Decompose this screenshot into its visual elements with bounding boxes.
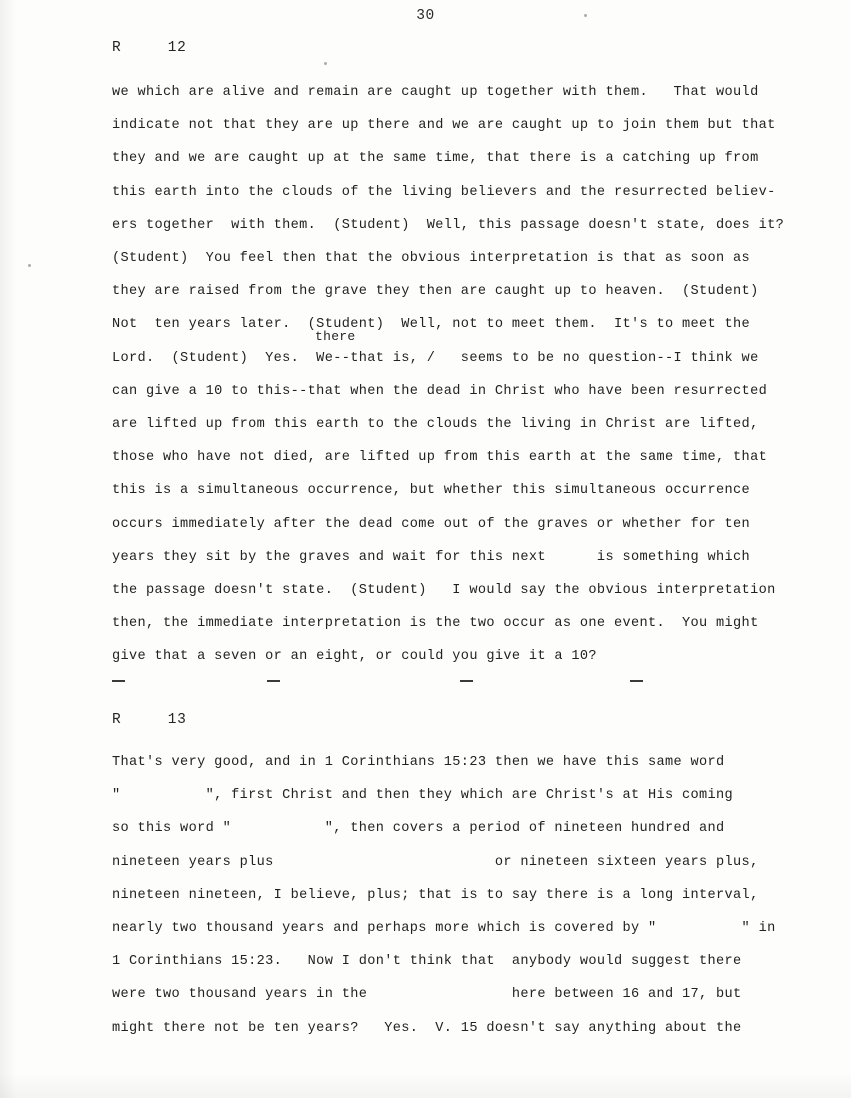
page-edge-shadow bbox=[0, 0, 16, 1098]
transcript-line: indicate not that they are up there and we are caught up to join them but that bbox=[112, 118, 776, 134]
transcript-line: we which are alive and remain are caught up together with them. That would bbox=[112, 85, 759, 100]
dust-speck bbox=[28, 264, 31, 267]
transcript-line: nineteen nineteen, I believe, plus; that is to say there is a long interval, bbox=[112, 887, 759, 903]
transcript-line: nineteen years plus or nineteen sixteen years plus, bbox=[112, 854, 759, 870]
transcript-line: so this word " ", then covers a period of nineteen hundred and bbox=[112, 821, 725, 837]
transcript-line: the passage doesn't state. (Student) I would say the obvious interpretation bbox=[112, 583, 776, 599]
page-bottom-shadow bbox=[0, 1072, 851, 1098]
transcript-line: can give a 10 to this--that when the dead in Christ who have been resurrected bbox=[112, 383, 768, 399]
transcript-line: those who have not died, are lifted up from this earth at the same time, that bbox=[112, 450, 768, 466]
transcript-line: were two thousand years in the here between 16 and 17, but bbox=[112, 987, 742, 1003]
transcript-line: this earth into the clouds of the living believers and the resurrected believ- bbox=[112, 184, 776, 200]
page-number: 30 bbox=[416, 8, 435, 24]
separator-dash bbox=[112, 680, 125, 682]
transcript-line: " ", first Christ and then they which are Christ's at His coming bbox=[112, 788, 734, 804]
transcript-line: Not ten years later. (Student) Well, not to meet them. It's to meet the bbox=[112, 317, 751, 333]
transcript-line: years they sit by the graves and wait for this next is something which bbox=[112, 549, 751, 565]
reel-marker-r13: R 13 bbox=[112, 712, 187, 728]
section-separator bbox=[112, 672, 780, 692]
dust-speck bbox=[584, 14, 587, 17]
transcript-line: ers together with them. (Student) Well, this passage doesn't state, does it? bbox=[112, 217, 785, 233]
reel-marker-r12: R 12 bbox=[112, 40, 187, 56]
transcript-line: That's very good, and in 1 Corinthians 15:23 then we have this same word bbox=[112, 755, 725, 770]
transcript-block-two bbox=[112, 746, 780, 1045]
transcript-line: they and we are caught up at the same time, that there is a catching up from bbox=[112, 151, 759, 167]
transcript-line: are lifted up from this earth to the clouds the living in Christ are lifted, bbox=[112, 417, 759, 433]
transcript-line: (Student) You feel then that the obvious interpretation is that as soon as bbox=[112, 251, 751, 267]
transcript-line: occurs immediately after the dead come out of the graves or whether for ten bbox=[112, 516, 751, 532]
transcript-line: nearly two thousand years and perhaps more which is covered by " " in bbox=[112, 921, 776, 937]
dust-speck bbox=[324, 62, 327, 65]
transcript-line: give that a seven or an eight, or could you give it a 10? bbox=[112, 649, 597, 665]
transcript-line: Lord. (Student) Yes. We--that is, / seems to be no question--I think we bbox=[112, 350, 759, 366]
transcript-line: then, the immediate interpretation is the two occur as one event. You might bbox=[112, 616, 759, 632]
separator-dash bbox=[460, 680, 473, 682]
transcript-line: this is a simultaneous occurrence, but whether this simultaneous occurrence bbox=[112, 483, 751, 499]
transcript-line: might there not be ten years? Yes. V. 15 doesn't say anything about the bbox=[112, 1020, 742, 1036]
transcript-line: 1 Corinthians 15:23. Now I don't think that anybody would suggest there bbox=[112, 954, 742, 970]
transcript-block-one bbox=[112, 76, 785, 674]
handwritten-insertion-there: there bbox=[315, 329, 356, 344]
separator-dash bbox=[630, 680, 643, 682]
transcript-line: they are raised from the grave they then are caught up to heaven. (Student) bbox=[112, 284, 759, 300]
separator-dash bbox=[267, 680, 280, 682]
